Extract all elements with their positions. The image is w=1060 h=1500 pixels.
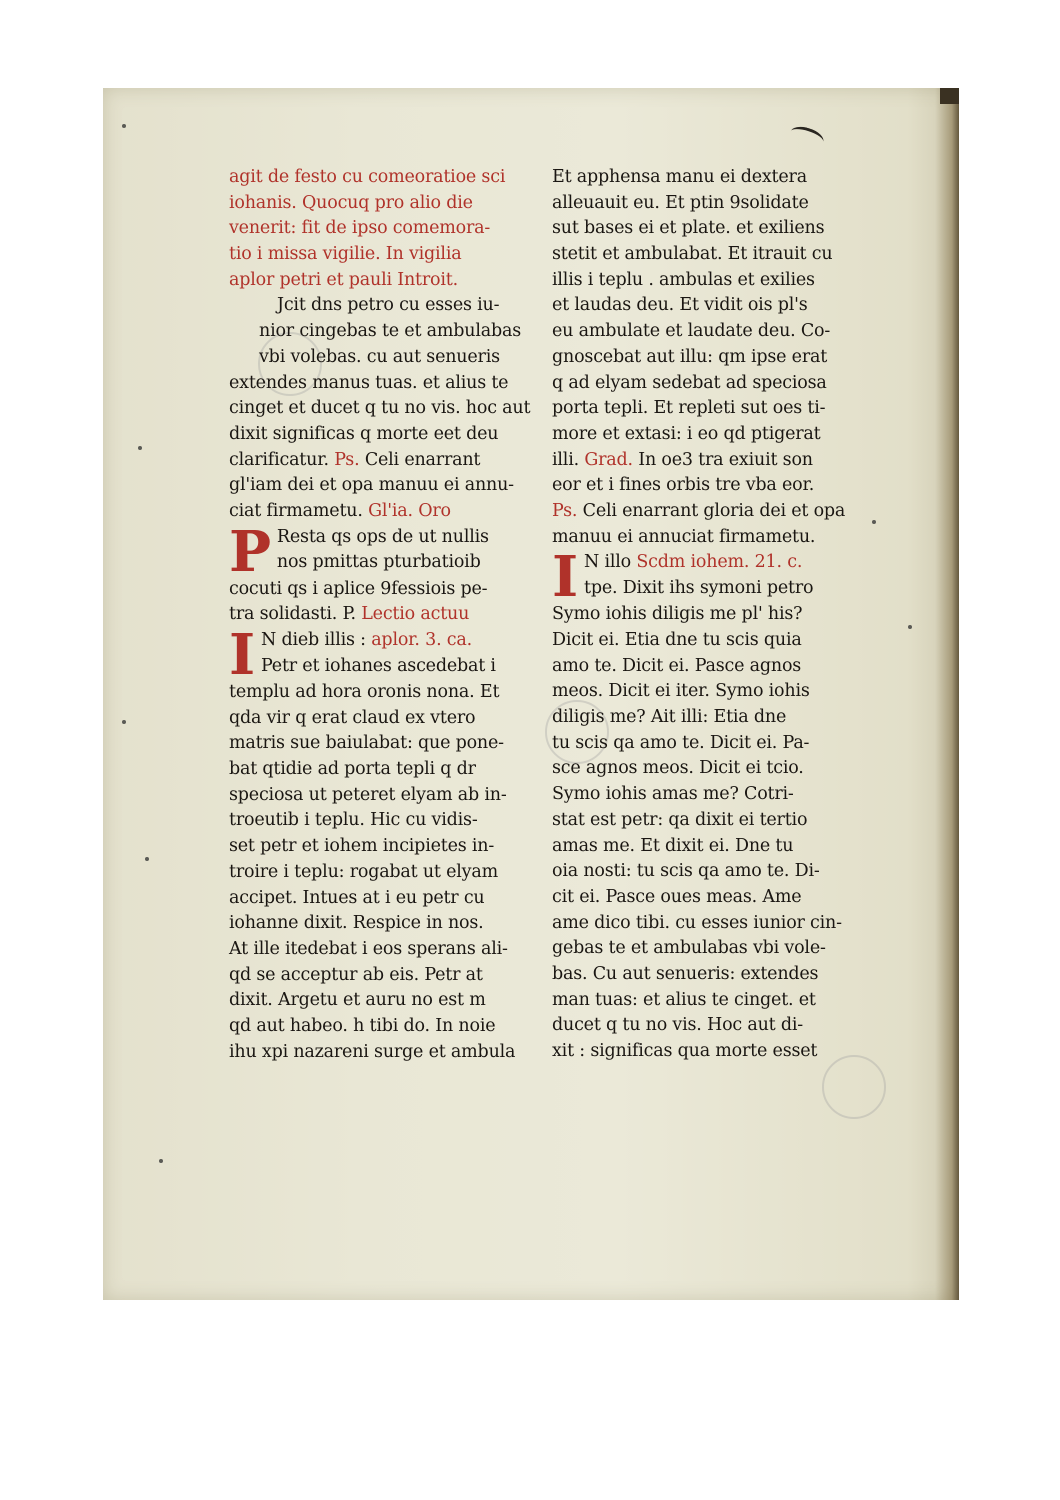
paper-speck xyxy=(159,1159,163,1163)
text-line: sut bases ei et plate. et exiliens xyxy=(552,218,825,239)
paper-speck xyxy=(122,124,126,128)
text-line: stetit et ambulabat. Et itrauit cu xyxy=(552,244,833,265)
text-line: dixit. Argetu et auru no est m xyxy=(229,990,486,1011)
text-line: et laudas deu. Et vidit ois pl's xyxy=(552,295,808,316)
page-corner xyxy=(940,88,959,104)
text-line: troeutib i teplu. Hic cu vidis- xyxy=(229,810,478,831)
rubric-line: agit de festo cu comeoratioe sci xyxy=(229,167,506,187)
text-fragment: N illo xyxy=(584,552,632,573)
text-line: more et extasi: i eo qd ptigerat xyxy=(552,423,821,444)
text-fragment: clarificatur. xyxy=(229,449,329,470)
gloria-mark: Gl'ia. xyxy=(368,500,413,521)
text-line: cit ei. Pasce oues meas. Ame xyxy=(552,886,802,907)
text-line: Et apphensa manu ei dextera xyxy=(552,167,807,187)
text-line: amo te. Dicit ei. Pasce agnos xyxy=(552,655,802,676)
text-fragment: Celi enarrant gloria dei et opa xyxy=(582,500,846,521)
lectio-reference: aplor. 3. ca. xyxy=(371,630,472,650)
text-line: cocuti qs i aplice 9fessiois pe- xyxy=(229,578,488,599)
text-line: stat est petr: qa dixit ei tertio xyxy=(552,809,808,830)
text-line xyxy=(552,550,874,576)
text-line xyxy=(229,499,539,525)
text-line: At ille itedebat i eos sperans ali- xyxy=(229,938,508,959)
text-line: qda vir q erat claud ex vtero xyxy=(229,707,476,728)
left-text-column xyxy=(229,165,539,1065)
introit-text xyxy=(229,293,539,524)
gospel-paragraph xyxy=(552,544,874,1064)
text-line: bas. Cu aut senueris: extendes xyxy=(552,963,819,984)
text-line: ame dico tibi. cu esses iunior cin- xyxy=(552,912,842,933)
drop-cap-initial: P xyxy=(229,518,271,585)
text-line: ihu xpi nazareni surge et ambula xyxy=(229,1041,516,1062)
text-line: manuu ei annuciat firmametu. xyxy=(552,526,816,547)
lectio-label: Lectio actuu xyxy=(361,604,470,625)
paper-speck xyxy=(908,625,912,629)
text-line: extendes manus tuas. et alius te xyxy=(229,372,509,393)
text-line: Symo iohis diligis me pl' his? xyxy=(552,604,803,625)
text-line: man tuas: et alius te cinget. et xyxy=(552,989,816,1010)
text-line: xit : significas qua morte esset xyxy=(552,1041,818,1061)
text-line: nior cingebas te et ambulabas xyxy=(259,321,521,342)
text-line: speciosa ut peteret elyam ab in- xyxy=(229,784,507,805)
text-line: nos pmittas pturbatioib xyxy=(276,552,481,573)
rubric-line: tio i missa vigilie. In vigilia xyxy=(229,244,462,265)
text-fragment: tra solidasti. P. xyxy=(229,604,356,625)
text-line: gl'iam dei et opa manuu ei annu- xyxy=(229,475,514,496)
text-line: gnoscebat aut illu: qm ipse erat xyxy=(552,346,828,367)
text-line xyxy=(229,602,539,628)
oratio-label: Oro xyxy=(418,500,451,521)
text-line: Symo iohis amas me? Cotri- xyxy=(552,784,794,805)
text-line: Jcit dns petro cu esses iu- xyxy=(277,295,500,316)
text-line: ducet q tu no vis. Hoc aut di- xyxy=(552,1015,803,1036)
text-fragment: ciat firmametu. xyxy=(229,500,363,521)
text-line: templu ad hora oronis nona. Et xyxy=(229,682,500,702)
rubric-line: iohanis. Quocuq pro alio die xyxy=(229,192,473,213)
text-line xyxy=(552,448,874,474)
text-line: bat qtidie ad porta tepli q dr xyxy=(229,759,476,780)
gospel-reference: Scdm iohem. 21. c. xyxy=(636,552,803,573)
text-line xyxy=(552,499,874,525)
rubric-heading xyxy=(229,165,539,293)
text-line: tpe. Dixit ihs symoni petro xyxy=(584,578,814,598)
text-line: illis i teplu . ambulas et exilies xyxy=(552,269,815,290)
prayer-paragraph xyxy=(229,518,539,628)
text-line: q ad elyam sedebat ad speciosa xyxy=(552,372,827,393)
text-line: meos. Dicit ei iter. Symo iohis xyxy=(552,681,810,702)
text-line: sce agnos meos. Dicit ei tcio. xyxy=(552,758,804,779)
page-gutter-shadow xyxy=(935,88,959,1300)
rubric-line: venerit: fit de ipso comemora- xyxy=(229,218,491,239)
paper-speck xyxy=(138,446,142,450)
rubric-line: aplor petri et pauli Introit. xyxy=(229,269,458,290)
verse-mark: Ps. xyxy=(334,449,360,470)
verse-mark: Ps. xyxy=(552,500,578,521)
text-line: diligis me? Ait illi: Etia dne xyxy=(552,707,787,728)
drop-cap-initial: I xyxy=(229,622,255,688)
text-line: accipet. Intues at i eu petr cu xyxy=(229,887,485,908)
text-line: iohanne dixit. Respice in nos. xyxy=(229,913,484,934)
text-fragment: N dieb illis : xyxy=(261,630,366,650)
text-line: Resta qs ops de ut nullis xyxy=(276,526,489,547)
text-line: eu ambulate et laudate deu. Co- xyxy=(552,321,831,342)
text-line: amas me. Et dixit ei. Dne tu xyxy=(552,835,794,856)
text-line xyxy=(229,628,539,654)
drop-cap-initial: I xyxy=(552,544,578,611)
text-line: Petr et iohanes ascedebat i xyxy=(261,655,496,676)
lectio-paragraph xyxy=(229,622,539,1065)
text-line: dixit significas q morte eet deu xyxy=(229,423,499,444)
text-line: gebas te et ambulabas vbi vole- xyxy=(552,938,826,959)
text-line xyxy=(229,448,539,474)
text-line: cinget et ducet q tu no vis. hoc aut xyxy=(229,398,531,419)
lectio-continuation xyxy=(552,165,874,550)
text-line: tu scis qa amo te. Dicit ei. Pa- xyxy=(552,732,810,753)
text-line: vbi volebas. cu aut senueris xyxy=(259,346,500,367)
text-line: qd aut habeo. h tibi do. In noie xyxy=(229,1015,496,1036)
text-line: troire i teplu: rogabat ut elyam xyxy=(229,861,498,882)
text-fragment: illi. xyxy=(552,449,579,470)
text-line: matris sue baiulabat: que pone- xyxy=(229,733,504,754)
text-line: eor et i fines orbis tre vba eor. xyxy=(552,475,815,496)
text-line: oia nosti: tu scis qa amo te. Di- xyxy=(552,861,820,882)
paper-speck xyxy=(145,857,149,861)
text-line: qd se acceptur ab eis. Petr at xyxy=(229,964,483,985)
text-fragment: In oe3 tra exiuit son xyxy=(638,449,813,470)
gradual-label: Grad. xyxy=(584,449,633,470)
paper-speck xyxy=(122,720,126,724)
right-text-column xyxy=(552,165,874,1065)
text-line: porta tepli. Et repleti sut oes ti- xyxy=(552,398,826,419)
text-line: set petr et iohem incipietes in- xyxy=(229,836,495,857)
text-line: alleuauit eu. Et ptin 9solidate xyxy=(552,192,809,213)
verse-incipit: Celi enarrant xyxy=(364,449,481,470)
text-line: Dicit ei. Etia dne tu scis quia xyxy=(552,630,802,650)
